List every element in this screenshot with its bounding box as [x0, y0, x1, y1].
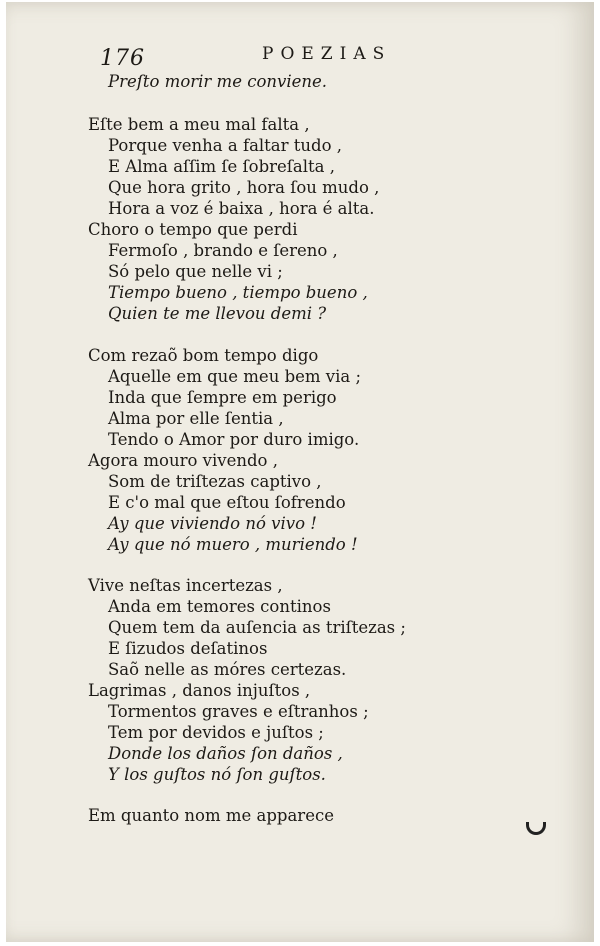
poem-line: Ay que nó muero , muriendo !	[108, 535, 358, 554]
printer-mark-icon	[526, 822, 546, 835]
poem-line: Anda em temores continos	[108, 597, 331, 616]
poem-line: Lagrimas , danos injuſtos ,	[88, 681, 311, 700]
poem-line: Tiempo bueno , tiempo bueno ,	[108, 283, 368, 302]
poem-line: Quem tem da auſencia as triſtezas ;	[108, 618, 406, 637]
poem-line: Porque venha a faltar tudo ,	[108, 136, 343, 155]
poem-line: Saõ nelle as móres certezas.	[108, 660, 347, 679]
poem-line: E Alma aſſim ſe ſobreſalta ,	[108, 157, 335, 176]
book-page	[6, 2, 594, 942]
poem-line: Y los guſtos nó ſon guſtos.	[108, 765, 326, 784]
poem-line: Choro o tempo que perdi	[88, 220, 298, 239]
poem-line: Preſto morir me conviene.	[108, 72, 328, 91]
poem-line: Com rezaõ bom tempo digo	[88, 346, 319, 365]
poem-line: Agora mouro vivendo ,	[88, 451, 278, 470]
poem-line: Som de triſtezas captivo ,	[108, 472, 322, 491]
poem-line: Quien te me llevou demi ?	[108, 304, 327, 323]
poem-line: Ay que viviendo nó vivo !	[108, 514, 317, 533]
poem-line: Aquelle em que meu bem via ;	[108, 367, 362, 386]
poem-line: Que hora grito , hora ſou mudo ,	[108, 178, 380, 197]
poem-line: Tendo o Amor por duro imigo.	[108, 430, 360, 449]
poem-line: Alma por elle ſentia ,	[108, 409, 284, 428]
poem-line: E ſizudos deſatinos	[108, 639, 268, 658]
poem-line: Fermoſo , brando e ſereno ,	[108, 241, 338, 260]
poem-line: Tem por devidos e juſtos ;	[108, 723, 324, 742]
page-number: 176	[100, 46, 145, 71]
poem-line: Em quanto nom me apparece	[88, 806, 334, 825]
running-title: POEZIAS	[262, 44, 392, 64]
poem-line: Só pelo que nelle vi ;	[108, 262, 283, 281]
poem-line: Inda que ſempre em perigo	[108, 388, 337, 407]
poem-line: Donde los daños ſon daños ,	[108, 744, 343, 763]
poem-line: Vive neſtas incertezas ,	[88, 576, 283, 595]
poem-line: E c'o mal que eſtou ſofrendo	[108, 493, 346, 512]
poem-line: Eſte bem a meu mal falta ,	[88, 115, 310, 134]
poem-line: Hora a voz é baixa , hora é alta.	[108, 199, 375, 218]
poem-line: Tormentos graves e eſtranhos ;	[108, 702, 369, 721]
